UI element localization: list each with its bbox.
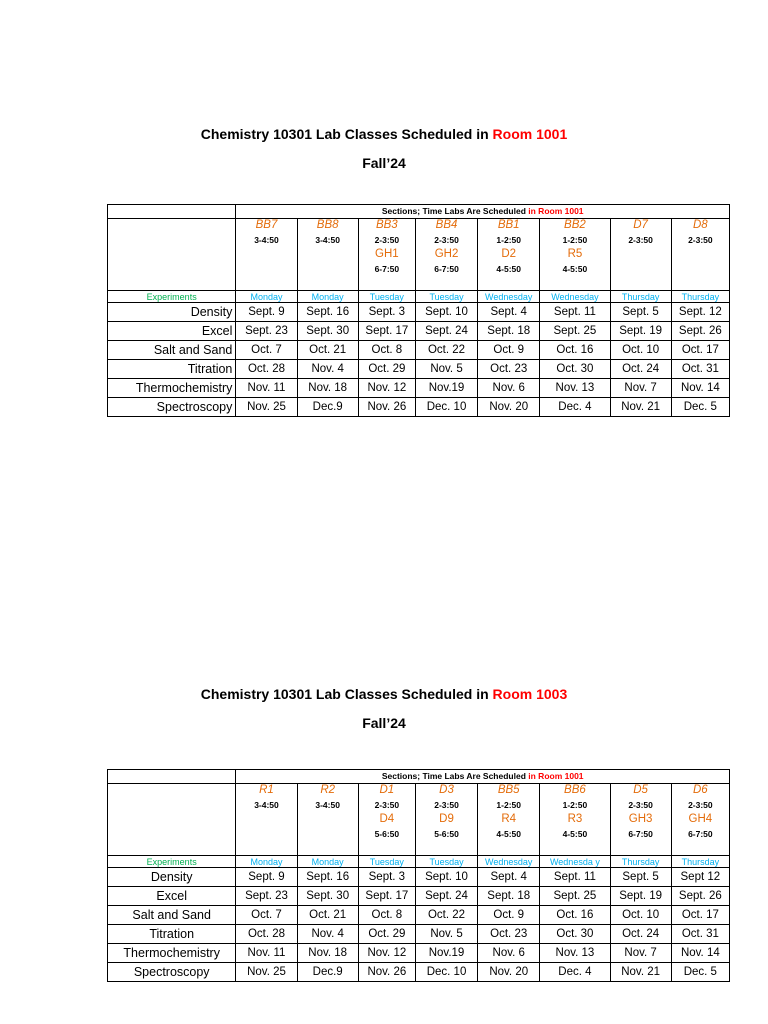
date-cell: Nov. 12 [358,379,415,398]
title-room: Room 1001 [492,126,568,142]
date-cell: Nov. 6 [478,379,540,398]
date-cell: Dec. 5 [671,398,729,417]
date-cell: Nov. 4 [297,925,358,944]
date-cell: Sept. 30 [297,887,358,906]
section-time: 1-2:50 [496,800,521,810]
date-cell: Nov.19 [415,379,477,398]
section-code: GH2 [434,248,459,260]
date-cell: Nov. 12 [358,944,415,963]
table-row [108,963,730,982]
section-time: 2-3:50 [374,800,400,810]
date-cell: Sept. 17 [358,322,415,341]
date-cell: Dec. 4 [540,398,610,417]
date-cell: Nov. 11 [236,379,297,398]
date-cell: Sept. 10 [415,303,477,322]
schedule-table [107,769,730,982]
section-code: BB7 [255,219,278,231]
section-code: D2 [501,248,517,260]
section-cell [297,219,358,291]
date-cell: Nov. 21 [610,398,671,417]
section-time: 4-5:50 [562,829,588,839]
banner-text: Sections; Time Labs Are Scheduled [381,206,529,216]
section-time: 2-3:50 [374,235,400,245]
section-cell [610,219,671,291]
experiment-name: Salt and Sand [108,341,236,360]
date-cell: Oct. 24 [610,925,671,944]
section-time: 1-2:50 [562,800,588,810]
section-cell [236,219,297,291]
date-cell: Sept. 19 [610,322,671,341]
date-cell: Sept. 5 [610,868,671,887]
schedule-table [107,204,730,417]
date-cell: Oct. 7 [236,341,297,360]
section-cell [358,219,415,291]
experiment-name: Excel [108,322,236,341]
day-cell: Wednesda y [540,856,610,868]
experiment-name: Thermochemistry [108,944,236,963]
section-cell [671,219,729,291]
table-row [108,868,730,887]
experiments-header: Experiments [108,291,236,303]
page-title [0,126,768,142]
section-code: BB3 [375,219,398,231]
date-cell: Oct. 8 [358,906,415,925]
table-row [108,925,730,944]
date-cell: Nov. 20 [478,963,540,982]
date-cell: Sept. 16 [297,303,358,322]
day-cell: Tuesday [358,291,415,303]
day-cell: Thursday [610,856,671,868]
date-cell: Nov. 25 [236,963,297,982]
blank-cell [108,205,236,219]
section-code: R1 [259,784,274,796]
day-cell: Thursday [671,291,729,303]
day-cell: Wednesday [478,291,540,303]
date-cell: Sept. 26 [671,887,729,906]
date-cell: Nov. 5 [415,925,477,944]
section-time: 6-7:50 [628,829,653,839]
date-cell: Sept. 16 [297,868,358,887]
blank-cell [108,219,236,291]
date-cell: Sept. 4 [478,303,540,322]
section-time: 3-4:50 [315,235,340,245]
date-cell: Sept. 26 [671,322,729,341]
date-cell: Nov. 4 [297,360,358,379]
date-cell: Oct. 23 [478,925,540,944]
date-cell: Oct. 17 [671,341,729,360]
date-cell: Oct. 30 [540,925,610,944]
date-cell: Oct. 28 [236,925,297,944]
table-row [108,887,730,906]
date-cell: Oct. 7 [236,906,297,925]
date-cell: Oct. 10 [610,341,671,360]
date-cell: Oct. 21 [297,341,358,360]
day-cell: Monday [297,856,358,868]
day-cell: Tuesday [415,856,477,868]
section-time: 5-6:50 [434,829,459,839]
section-cell [610,784,671,856]
date-cell: Sept. 19 [610,887,671,906]
section-time: 1-2:50 [496,235,521,245]
date-cell: Oct. 9 [478,341,540,360]
date-cell: Sept. 25 [540,887,610,906]
section-code: BB5 [497,784,520,796]
date-cell: Nov. 6 [478,944,540,963]
date-cell: Nov. 14 [671,944,729,963]
date-cell: Nov. 13 [540,944,610,963]
table-row [108,379,730,398]
section-code: R2 [320,784,336,796]
section-cell [478,219,540,291]
date-cell: Nov. 18 [297,379,358,398]
experiment-name: Spectroscopy [108,398,236,417]
date-cell: Oct. 9 [478,906,540,925]
day-cell: Monday [236,856,297,868]
date-cell: Oct. 16 [540,906,610,925]
section-code: BB2 [564,219,586,231]
experiment-name: Density [108,868,236,887]
date-cell: Sept. 11 [540,868,610,887]
experiment-name: Titration [108,360,236,379]
date-cell: Sept 12 [671,868,729,887]
section-time: 2-3:50 [688,800,713,810]
experiment-name: Excel [108,887,236,906]
date-cell: Oct. 29 [358,925,415,944]
section-code: GH3 [628,813,653,825]
table-row [108,398,730,417]
section-code: BB4 [435,219,458,231]
section-code: BB1 [497,219,520,231]
date-cell: Nov. 11 [236,944,297,963]
experiment-name: Spectroscopy [108,963,236,982]
sections-banner [236,205,730,219]
date-cell: Nov. 20 [478,398,540,417]
day-cell: Tuesday [415,291,477,303]
day-cell: Monday [236,291,297,303]
date-cell: Dec. 10 [415,398,477,417]
section-code: BB6 [564,784,586,796]
term-label: Fall’24 [362,715,406,731]
date-cell: Oct. 16 [540,341,610,360]
date-cell: Sept. 10 [415,868,477,887]
section-time: 6-7:50 [434,264,459,274]
date-cell: Nov. 26 [358,963,415,982]
date-cell: Nov. 18 [297,944,358,963]
day-cell: Thursday [610,291,671,303]
blank-cell [108,784,236,856]
section-time: 3-4:50 [254,800,279,810]
date-cell: Nov. 25 [236,398,297,417]
date-cell: Sept. 9 [236,303,297,322]
date-cell: Oct. 22 [415,341,477,360]
title-room: Room 1003 [492,686,568,702]
date-cell: Nov. 5 [415,360,477,379]
experiment-name: Thermochemistry [108,379,236,398]
section-code: R5 [567,248,583,260]
date-cell: Sept. 4 [478,868,540,887]
blank-cell [108,770,236,784]
date-cell: Oct. 17 [671,906,729,925]
date-cell: Sept. 24 [415,887,477,906]
section-code: GH1 [375,248,399,260]
date-cell: Sept. 3 [358,868,415,887]
section-code: D6 [693,784,708,796]
section-code: D1 [379,784,395,796]
section-code: D7 [633,219,648,231]
section-cell [415,784,477,856]
section-time: 2-3:50 [434,235,459,245]
experiment-name: Titration [108,925,236,944]
section-code: D9 [439,813,454,825]
section-cell [236,784,297,856]
section-time: 4-5:50 [496,264,521,274]
date-cell: Oct. 30 [540,360,610,379]
page-title [0,686,768,702]
date-cell: Oct. 28 [236,360,297,379]
experiments-header: Experiments [108,856,236,868]
date-cell: Oct. 10 [610,906,671,925]
section-time: 6-7:50 [688,829,713,839]
section-code: D5 [633,784,648,796]
date-cell: Nov. 14 [671,379,729,398]
section-cell [415,219,477,291]
date-cell: Sept. 5 [610,303,671,322]
date-cell: Sept. 17 [358,887,415,906]
section-time: 4-5:50 [496,829,521,839]
day-cell: Thursday [671,856,729,868]
section-code: R3 [567,813,583,825]
date-cell: Oct. 31 [671,360,729,379]
table-row [108,360,730,379]
section-time: 2-3:50 [688,235,713,245]
date-cell: Oct. 23 [478,360,540,379]
section-time: 2-3:50 [434,800,459,810]
date-cell: Nov. 7 [610,379,671,398]
section-code: R4 [501,813,517,825]
section-cell [297,784,358,856]
date-cell: Dec. 5 [671,963,729,982]
section-cell [540,219,610,291]
date-cell: Sept. 18 [478,322,540,341]
section-time: 3-4:50 [315,800,340,810]
section-time: 2-3:50 [628,235,653,245]
date-cell: Sept. 18 [478,887,540,906]
experiment-name: Density [108,303,236,322]
section-cell [478,784,540,856]
section-code: D4 [379,813,395,825]
banner-text: Sections; Time Labs Are Scheduled [381,771,529,781]
date-cell: Sept. 30 [297,322,358,341]
date-cell: Sept. 23 [236,887,297,906]
banner-room: in Room 1001 [528,771,584,781]
date-cell: Sept. 25 [540,322,610,341]
date-cell: Dec.9 [297,398,358,417]
table-row [108,944,730,963]
date-cell: Nov. 7 [610,944,671,963]
table-row [108,341,730,360]
section-time: 3-4:50 [254,235,279,245]
section-code: D3 [439,784,454,796]
date-cell: Sept. 24 [415,322,477,341]
date-cell: Oct. 24 [610,360,671,379]
date-cell: Oct. 31 [671,925,729,944]
experiment-name: Salt and Sand [108,906,236,925]
date-cell: Nov. 13 [540,379,610,398]
date-cell: Nov. 21 [610,963,671,982]
date-cell: Nov. 26 [358,398,415,417]
date-cell: Sept. 11 [540,303,610,322]
section-code: D8 [693,219,708,231]
date-cell: Sept. 23 [236,322,297,341]
date-cell: Nov.19 [415,944,477,963]
table-row [108,303,730,322]
date-cell: Oct. 21 [297,906,358,925]
day-cell: Wednesday [478,856,540,868]
table-row [108,906,730,925]
date-cell: Sept. 12 [671,303,729,322]
section-time: 2-3:50 [628,800,653,810]
banner-room: in Room 1001 [528,206,584,216]
section-code: BB8 [316,219,339,231]
section-cell [671,784,729,856]
sections-banner [236,770,730,784]
date-cell: Oct. 22 [415,906,477,925]
date-cell: Sept. 9 [236,868,297,887]
section-time: 4-5:50 [562,264,588,274]
section-cell [358,784,415,856]
day-cell: Monday [297,291,358,303]
term-label: Fall’24 [362,155,406,171]
title-text: Chemistry 10301 Lab Classes Scheduled in [200,686,493,702]
day-cell: Tuesday [358,856,415,868]
title-text: Chemistry 10301 Lab Classes Scheduled in [200,126,493,142]
day-cell: Wednesday [540,291,610,303]
table-row [108,322,730,341]
date-cell: Dec. 4 [540,963,610,982]
section-time: 6-7:50 [374,264,400,274]
section-time: 5-6:50 [374,829,400,839]
section-time: 1-2:50 [562,235,588,245]
date-cell: Oct. 8 [358,341,415,360]
date-cell: Oct. 29 [358,360,415,379]
date-cell: Dec. 10 [415,963,477,982]
section-code: GH4 [688,813,713,825]
date-cell: Sept. 3 [358,303,415,322]
date-cell: Dec.9 [297,963,358,982]
section-cell [540,784,610,856]
